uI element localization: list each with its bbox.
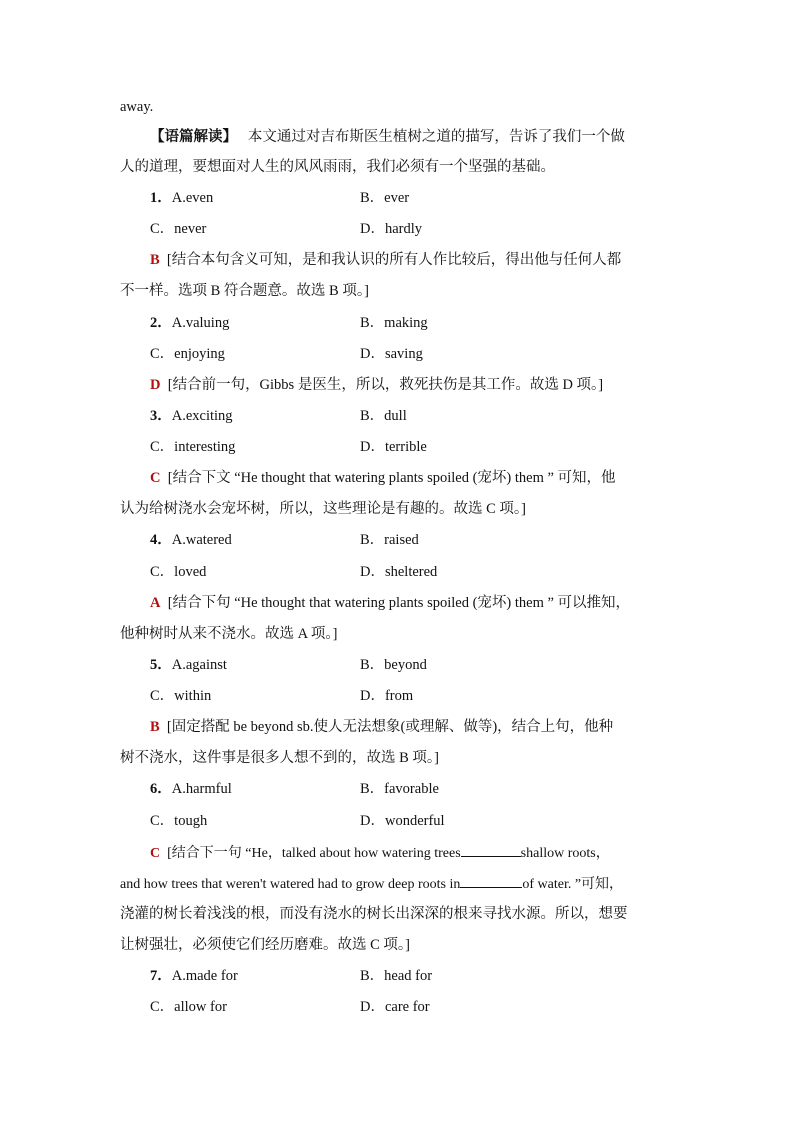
top-line: away. [120, 99, 154, 115]
option-c: C．within [150, 688, 212, 704]
option-a: A.exciting [171, 408, 233, 424]
explanation-text: of water. ”可知， [522, 877, 624, 892]
option-d: D．from [360, 688, 414, 704]
question-4-explanation-line-2: 他种树时从来不浇水。故选 A 项。] [120, 626, 338, 642]
option-b: B．beyond [360, 657, 427, 673]
question-1-explanation-line-1 [150, 250, 680, 270]
answer-letter: A [150, 595, 161, 611]
question-3-explanation-line-2: 认为给树浇水会宠坏树，所以，这些理论是有趣的。故选 C 项。] [120, 501, 526, 517]
option-d: D．hardly [360, 221, 423, 237]
answer-letter: B [150, 719, 160, 735]
question-6-explanation-line-3: 浇灌的树长着浅浅的根，而没有浇水的树长出深深的根来寻找水源。所以，想要 [120, 906, 628, 922]
explanation-text: and how trees that weren't watered had to grow deep roots in [120, 877, 461, 892]
option-b: B．ever [360, 190, 410, 206]
option-b: B．favorable [360, 781, 439, 797]
option-a: A.watered [171, 532, 232, 548]
question-number: 4． [150, 532, 172, 548]
option-c: C．tough [150, 813, 208, 829]
option-d: D．sheltered [360, 564, 438, 580]
question-number: 5． [150, 657, 172, 673]
explanation-text: [结合下文 “He thought that watering plants spoiled (宠坏) them ” 可知，他 [167, 470, 616, 486]
intro-text-1: 本文通过对吉布斯医生植树之道的描写，告诉了我们一个做 [247, 129, 625, 145]
option-c: C．allow for [150, 999, 227, 1015]
option-b: B．raised [360, 532, 419, 548]
question-4-explanation-line-1 [150, 593, 680, 613]
intro-line-1 [150, 127, 680, 147]
question-1-explanation-line-2: 不一样。选项 B 符合题意。故选 B 项。] [120, 283, 369, 299]
explanation-text: [固定搭配 be beyond sb.使人无法想象(或理解、做等)，结合上句，他种 [166, 719, 614, 735]
answer-letter: C [150, 470, 161, 486]
explanation-text: [结合下一句 “He，talked about how watering trees [167, 846, 461, 861]
option-c: C．loved [150, 564, 207, 580]
answer-letter: C [150, 846, 161, 861]
question-6-explanation-line-4: 让树强壮，必须使它们经历磨难。故选 C 项。] [120, 937, 410, 953]
question-6-explanation-line-1 [150, 842, 680, 864]
option-a: A.valuing [171, 315, 230, 331]
explanation-text: [结合前一句，Gibbs 是医生，所以，救死扶伤是其工作。故选 D 项。] [167, 377, 604, 393]
question-number: 6． [150, 781, 172, 797]
question-number: 2． [150, 315, 172, 331]
question-number: 1． [150, 190, 172, 206]
option-c: C．never [150, 221, 207, 237]
option-d: D．care for [360, 999, 430, 1015]
intro-label: 【语篇解读】 [150, 129, 237, 145]
intro-line-2: 人的道理，要想面对人生的风风雨雨，我们必须有一个坚强的基础。 [120, 159, 555, 175]
question-2-explanation-line-1 [150, 375, 680, 395]
option-a: A.harmful [171, 781, 232, 797]
option-c: C．enjoying [150, 346, 225, 362]
explanation-text: [结合下句 “He thought that watering plants spoiled (宠坏) them ” 可以推知， [167, 595, 631, 611]
answer-letter: D [150, 377, 161, 393]
question-6-explanation-line-2 [120, 873, 680, 895]
option-a: A.against [171, 657, 227, 673]
explanation-text: [结合本句含义可知，是和我认识的所有人作比较后，得出他与任何人都 [166, 252, 622, 268]
blank-line [461, 842, 521, 857]
option-c: C．interesting [150, 439, 236, 455]
option-d: D．wonderful [360, 813, 445, 829]
question-5-explanation-line-1 [150, 717, 680, 737]
question-number: 7． [150, 968, 172, 984]
option-b: B．making [360, 315, 428, 331]
option-a: A.made for [171, 968, 238, 984]
question-5-explanation-line-2: 树不浇水，这件事是很多人想不到的，故选 B 项。] [120, 750, 439, 766]
option-d: D．saving [360, 346, 423, 362]
option-b: B．head for [360, 968, 433, 984]
option-b: B．dull [360, 408, 407, 424]
option-a: A.even [171, 190, 214, 206]
blank-line [460, 873, 522, 888]
option-d: D．terrible [360, 439, 427, 455]
explanation-text: shallow roots， [520, 846, 610, 861]
question-number: 3． [150, 408, 172, 424]
answer-letter: B [150, 252, 160, 268]
question-3-explanation-line-1 [150, 468, 680, 488]
